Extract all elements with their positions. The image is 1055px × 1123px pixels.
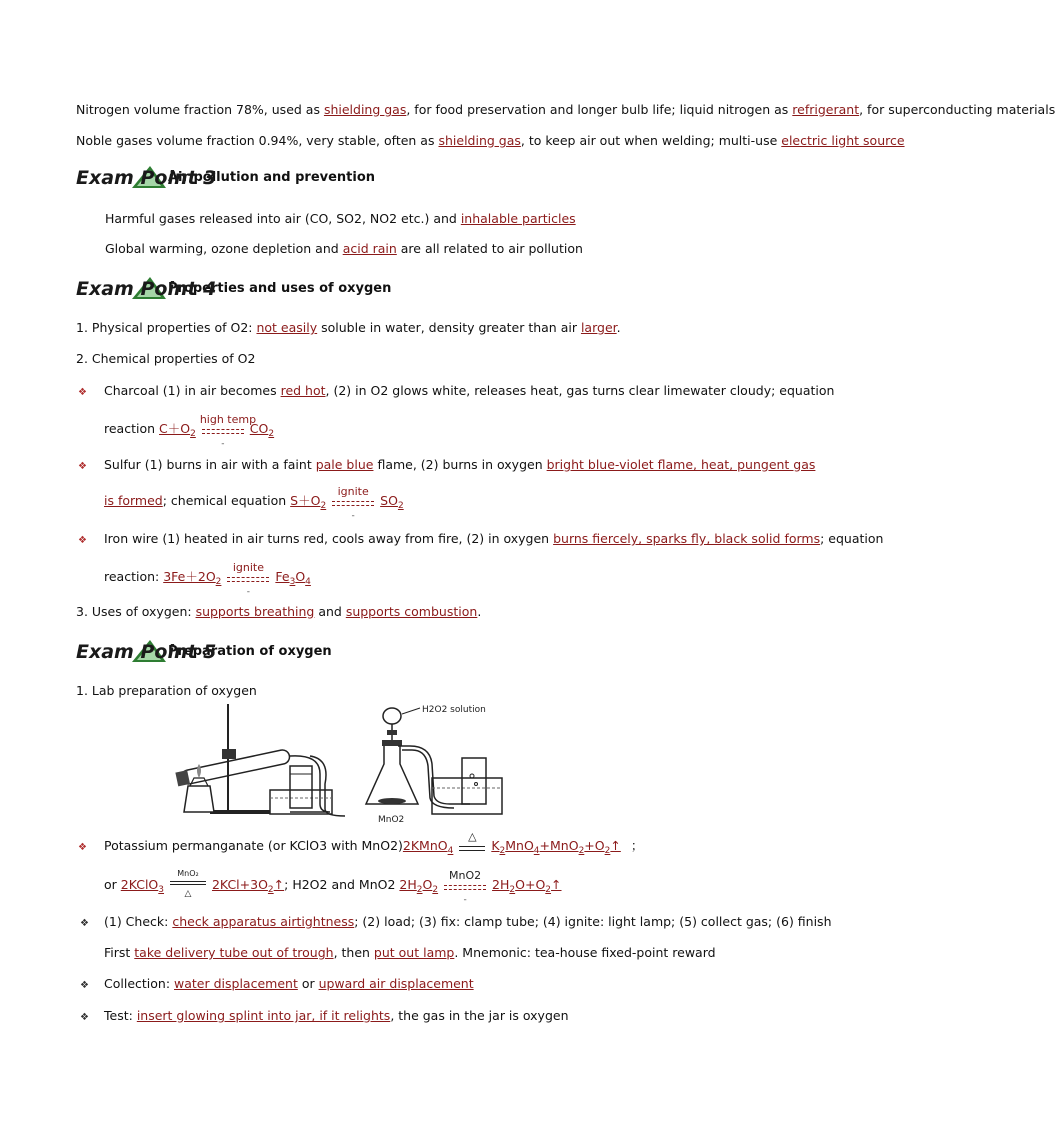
keyword: water displacement	[174, 976, 298, 991]
diamond-bullet-icon: ❖	[78, 535, 87, 546]
svg-text:Exam Point 3: Exam Point 3	[76, 167, 217, 189]
keyword: inhalable particles	[460, 211, 576, 226]
reaction-condition: △	[457, 838, 487, 856]
svg-text:Exam Point 5: Exam Point 5	[76, 641, 217, 663]
section-4-header	[74, 275, 391, 301]
keyword: bright blue-violet flame, heat, pungent gas	[546, 457, 816, 472]
keyword: electric light source	[781, 133, 905, 148]
carbon-equation: reaction $C+O_2$ high temp - $CO_2$	[104, 412, 275, 449]
kmno4-equation: Potassium permanganate (or KClO3 with MnO2)2KMnO$_4$ △ $K_2MnO_4+MnO_2+O_2↑$ ；	[104, 829, 644, 856]
pollution-line-2: Global warming, ozone depletion and acid rain are all related to air pollution	[105, 241, 583, 256]
sulfur-equation: is formed; chemical equation $S+O_2$ ignite - $SO_2$	[104, 484, 404, 521]
svg-text:Exam Point 4: Exam Point 4	[76, 278, 217, 300]
collection-method: Collection: water displacement or upward air displacement	[104, 976, 474, 991]
procedure-steps-2: First take delivery tube out of trough, then put out lamp. Mnemonic: tea-house fixed-point reward	[104, 945, 716, 960]
lab-apparatus-diagram	[170, 704, 510, 824]
section-title: Preparation of oxygen	[168, 643, 332, 659]
keyword: larger	[580, 320, 617, 335]
keyword: supports breathing	[195, 604, 315, 619]
sulfur-line: Sulfur (1) burns in air with a faint pale blue flame, (2) burns in oxygen bright blue-violet flame, heat, pungent gas	[104, 457, 816, 472]
keyword: not easily	[256, 320, 318, 335]
svg-text:MnO2: MnO2	[378, 815, 405, 825]
lab-prep-title: 1. Lab preparation of oxygen	[76, 683, 257, 698]
section-title: Air pollution and prevention	[168, 169, 376, 185]
diamond-bullet-icon: ❖	[80, 1012, 89, 1023]
reaction-condition: MnO₂ △	[168, 877, 208, 895]
kclo3-h2o2-equation: or 2KClO$_3$ MnO₂ △ $2KCl+3O_2↑$; H2O2 and MnO2 $2H_2O_2$ MnO2 - $2H_2O+O_2↑$	[104, 868, 562, 905]
chemical-properties-title: 2. Chemical properties of O2	[76, 351, 256, 366]
reaction-condition: high temp -	[199, 412, 257, 449]
iron-line: Iron wire (1) heated in air turns red, cools away from fire, (2) in oxygen burns fiercely, sparks fly, black solid forms; equation	[104, 531, 884, 546]
keyword: acid rain	[342, 241, 397, 256]
reaction-condition: ignite -	[225, 569, 271, 587]
keyword: check apparatus airtightness	[172, 914, 355, 929]
keyword: upward air displacement	[318, 976, 474, 991]
keyword: red hot	[280, 383, 326, 398]
diamond-bullet-icon: ❖	[80, 980, 89, 991]
section-title: Properties and uses of oxygen	[168, 280, 392, 296]
nitrogen-line: Nitrogen volume fraction 78%, used as shielding gas, for food preservation and longer bulb life; liquid nitrogen as refrigerant, for superconducting materials	[76, 102, 1055, 117]
exam-point-3-badge	[74, 164, 217, 190]
reaction-condition: ignite -	[330, 493, 376, 511]
test-method: Test: insert glowing splint into jar, if it relights, the gas in the jar is oxygen	[104, 1008, 569, 1023]
keyword: put out lamp	[373, 945, 455, 960]
exam-point-4-badge	[74, 275, 217, 301]
section-5-header	[74, 638, 332, 664]
keyword: burns fiercely, sparks fly, black solid forms	[553, 531, 821, 546]
iron-equation: reaction: $3Fe+2O_2$ ignite - $Fe_3O_4$	[104, 560, 311, 597]
svg-text:H2O2 solution: H2O2 solution	[422, 705, 486, 715]
keyword: insert glowing splint into jar, if it relights	[136, 1008, 391, 1023]
keyword: shielding gas	[438, 133, 521, 148]
oxygen-uses: 3. Uses of oxygen: supports breathing and supports combustion.	[76, 604, 482, 619]
exam-point-5-badge	[74, 638, 217, 664]
pollution-line-1: Harmful gases released into air (CO, SO2, NO2 etc.) and inhalable particles	[105, 211, 576, 226]
keyword: shielding gas	[323, 102, 407, 117]
keyword: pale blue	[315, 457, 374, 472]
keyword: refrigerant	[792, 102, 860, 117]
procedure-steps: (1) Check: check apparatus airtightness; (2) load; (3) fix: clamp tube; (4) ignite: light lamp; (5) collect gas; (6) finish	[104, 914, 832, 929]
diamond-bullet-icon: ❖	[78, 842, 87, 853]
diamond-bullet-icon: ❖	[78, 461, 87, 472]
section-3-header	[74, 164, 375, 190]
physical-properties: 1. Physical properties of O2: not easily soluble in water, density greater than air larger.	[76, 320, 621, 335]
reaction-condition: MnO2 -	[442, 877, 488, 895]
diamond-bullet-icon: ❖	[80, 918, 89, 929]
noble-gas-line: Noble gases volume fraction 0.94%, very stable, often as shielding gas, to keep air out when welding; multi-use electric light source	[76, 133, 905, 148]
diamond-bullet-icon: ❖	[78, 387, 87, 398]
carbon-line: Charcoal (1) in air becomes red hot, (2) in O2 glows white, releases heat, gas turns clear limewater cloudy; equation	[104, 383, 835, 398]
keyword: take delivery tube out of trough	[134, 945, 334, 960]
keyword: is formed	[104, 493, 163, 508]
keyword: supports combustion	[345, 604, 478, 619]
